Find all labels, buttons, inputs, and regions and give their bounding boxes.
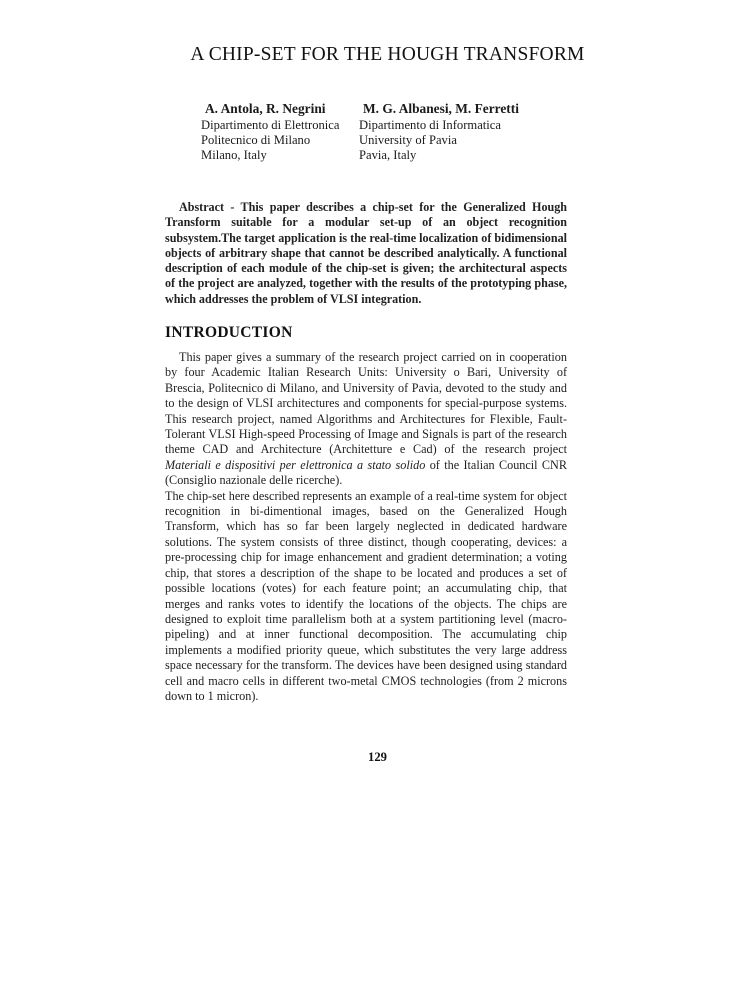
author-names: A. Antola, R. Negrini — [205, 101, 326, 116]
section-heading-introduction: INTRODUCTION — [165, 324, 293, 341]
paragraph — [165, 350, 567, 489]
paragraph-text: This paper gives a summary of the research project carried on in cooperation by four Academic Italian Research Units: University o Bari, University of Brescia, Politecnico di Milano, and University of Pavia, devoted to the study and to the design of VLSI architectures and components for special-purpose systems. This research project, named Algorithms and Architectures for Flexible, Fault-Tolerant VLSI High-speed Processing of Image and Signals is part of the research theme CAD and Architecture (Architetture e Cad) of the research project — [165, 350, 567, 457]
affiliation-line: Milano, Italy — [201, 148, 267, 162]
author-names: M. G. Albanesi, M. Ferretti — [363, 101, 519, 116]
affiliation-line: Dipartimento di Elettronica — [201, 118, 340, 132]
affiliation-line: Politecnico di Milano — [201, 133, 311, 147]
abstract-separator: - — [224, 200, 241, 214]
abstract-text: This paper describes a chip-set for the Generalized Hough Transform suitable for a modular set-up of an object recognition subsystem.The target application is the real-time localization of bidimensional objects of arbitrary shape that cannot be described analytically. A functional description of each module of the chip-set is given; the architectural aspects of the project are analyzed, together with the results of the prototyping phase, which addresses the problem of VLSI integration. — [165, 200, 567, 306]
abstract — [165, 200, 567, 307]
paragraph-text: of the Italian Council CNR (Consiglio nazionale delle ricerche). — [165, 457, 567, 488]
introduction-body — [165, 350, 567, 704]
affiliation-line: Dipartimento di Informatica — [359, 118, 501, 132]
paper-title: A CHIP-SET FOR THE HOUGH TRANSFORM — [190, 44, 585, 65]
abstract-label: Abstract — [179, 200, 225, 214]
author-block-left — [201, 101, 340, 163]
affiliation-line: Pavia, Italy — [359, 148, 417, 162]
author-block-right — [359, 101, 519, 163]
paragraph: The chip-set here described represents an example of a real-time system for object recognition in bi-dimentional images, based on the Generalized Hough Transform, which has so far been largely neglected in dedicated hardware solutions. The system consists of three distinct, though cooperating, devices: a pre-processing chip for image enhancement and gradient determination; a voting chip, that stores a description of the shape to be located and produces a set of possible locations (votes) for each feature point; an accumulating chip, that merges and ranks votes to identify the locations of the objects. The chips are designed to exploit time parallelism both at a system partitioning level (macro-pipeling) and at inner functional decomposition. The accumulating chip implements a modified priority queue, which substitutes the very large address space necessary for the transform. The devices have been designed using standard cell and macro cells in different two-metal CMOS technologies (from 2 microns down to 1 micron). — [165, 488, 567, 703]
page-number: 129 — [368, 750, 387, 764]
italic-project-name: Materiali e dispositivi per elettronica a stato solido — [165, 457, 426, 472]
affiliation-line: University of Pavia — [359, 133, 457, 147]
